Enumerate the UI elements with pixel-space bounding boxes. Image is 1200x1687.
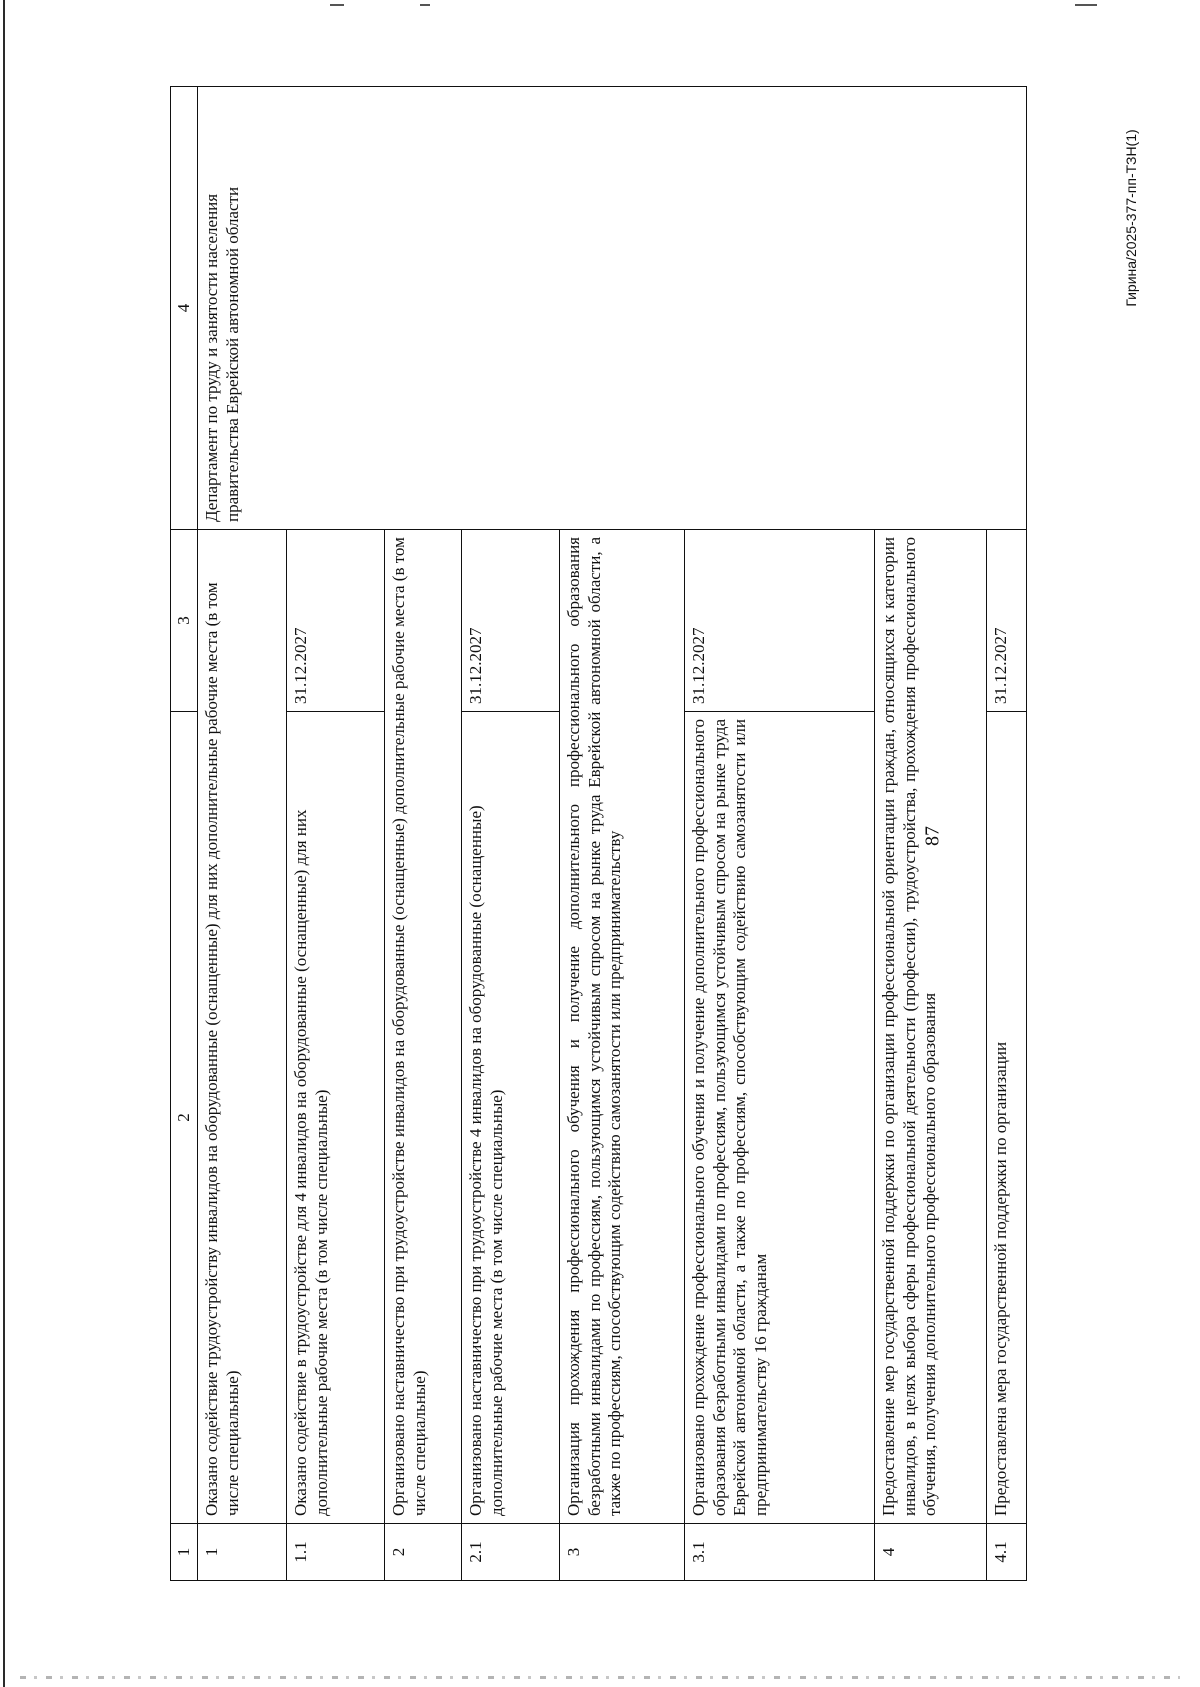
row-number: 4 [875,1524,987,1581]
row-number: 2 [385,1524,462,1581]
row-date: 31.12.2027 [987,530,1027,712]
scan-noise [20,1676,1180,1679]
scan-edge [3,0,5,1687]
row-text: Предоставление мер государственной поддержки по организации профессиональной ориентации граждан, относящихся к категории инвалидов, в целях выбора сферы профессиональной деятельности (профессии), трудоустройства, прохождения профессионального обучения, получения дополнительного профессионального образования [875,530,987,1524]
scan-mark [330,4,344,6]
column-header: 2 [171,712,198,1524]
row-date: 31.12.2027 [685,530,875,712]
page-number: 87 [921,826,944,846]
row-text: Предоставлена мера государственной поддержки по организации [987,712,1027,1524]
table-header-row [171,87,198,1581]
measures-table [170,86,1027,1581]
column-header: 4 [171,87,198,530]
responsible-executor: Департамент по труду и занятости населения правительства Еврейской автономной области [198,87,1027,530]
scan-mark [1075,4,1097,6]
row-number: 4.1 [987,1524,1027,1581]
rotated-table-container [170,87,1093,1581]
row-text: Оказано содействие в трудоустройстве для 4 инвалидов на оборудованные (оснащенные) для них дополнительные рабочие места (в том числе специальные) [287,712,385,1524]
row-text: Организация прохождения профессионального обучения и получение дополнительного профессионального образования безработными инвалидами по профессиям, пользующимся устойчивым спросом на рынке труда Еврейской автономной области, а также по профессиям, способствующим содействию самозанятости или предпринимательству [560,530,685,1524]
scan-mark [420,4,430,6]
column-header: 1 [171,1524,198,1581]
row-number: 1.1 [287,1524,385,1581]
row-number: 1 [198,1524,287,1581]
row-text: Организовано наставничество при трудоустройстве 4 инвалидов на оборудованные (оснащенные) дополнительные рабочие места (в том числе специальные) [462,712,560,1524]
row-date: 31.12.2027 [462,530,560,712]
document-id: Гирина/2025-377-пп-ТЗН(1) [1123,129,1139,307]
row-number: 2.1 [462,1524,560,1581]
row-text: Организовано прохождение профессионального обучения и получение дополнительного профессионального образования безработными инвалидами по профессиям, пользующимся устойчивым спросом на рынке труда Еврейской автономной области, а также по профессиям, способствующим содействию самозанятости или предпринимательству 16 гражданам [685,712,875,1524]
row-number: 3.1 [685,1524,875,1581]
column-header: 3 [171,530,198,712]
table-row [198,87,287,1581]
row-text: Оказано содействие трудоустройству инвалидов на оборудованные (оснащенные) для них дополнительные рабочие места (в том числе специальные) [198,530,287,1524]
row-number: 3 [560,1524,685,1581]
row-text: Организовано наставничество при трудоустройстве инвалидов на оборудованные (оснащенные) дополнительные рабочие места (в том числе специальные) [385,530,462,1524]
row-date: 31.12.2027 [287,530,385,712]
